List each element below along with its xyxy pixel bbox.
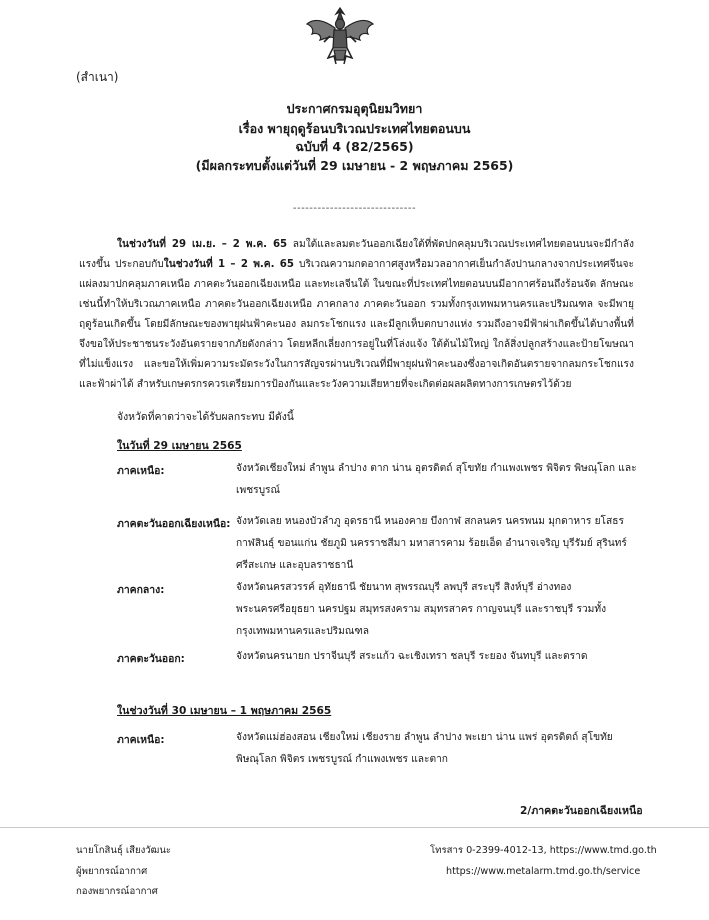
region-name: ภาคเหนือ: bbox=[117, 734, 165, 746]
region-name: ภาคตะวันออก: bbox=[117, 653, 185, 665]
lead-text-1: ลมใต้และลมตะวันออกเฉียงใต้ที่พัดปกคลุมบริเวณประเทศไทยตอนบนจะมีกำลังแรงขึ้น ประกอบกับ bbox=[79, 239, 634, 270]
fax-and-website: โทรสาร 0-2399-4012-13, https://www.tmd.go.th bbox=[430, 845, 657, 856]
region-provinces: จังหวัดแม่ฮ่องสอน เชียงใหม่ เชียงราย ลำพูน ลำปาง พะเยา น่าน แพร่ อุตรดิตถ์ สุโขทัย พิษณุโลก พิจิตร เพชรบูรณ์ กำแพงเพชร และตาก bbox=[236, 732, 613, 765]
announcement-subject: เรื่อง พายุฤดูร้อนบริเวณประเทศไทยตอนบน bbox=[238, 121, 471, 136]
region-provinces: จังหวัดนครสวรรค์ อุทัยธานี ชัยนาท สุพรรณบุรี ลพบุรี สระบุรี สิงห์บุรี อ่างทอง พระนครศรีอยุธยา นครปฐม สมุทรสงคราม สมุทรสาคร กาญจนบุรี และราชบุรี รวมทั้งกรุงเทพมหานครและปริมณฑล bbox=[236, 582, 607, 637]
author-role: ผู้พยากรณ์อากาศ bbox=[76, 865, 148, 877]
date-heading-1: ในวันที่ 29 เมษายน 2565 bbox=[117, 440, 242, 452]
region-name: ภาคตะวันออกเฉียงเหนือ: bbox=[117, 518, 231, 530]
announcement-title: ประกาศกรมอุตุนิยมวิทยา bbox=[286, 101, 423, 116]
lead-period-2: ในช่วงวันที่ 1 – 2 พ.ค. 65 bbox=[163, 259, 294, 270]
copy-mark: (สำเนา) bbox=[76, 70, 119, 84]
next-page-marker: 2/ภาคตะวันออกเฉียงเหนือ bbox=[520, 805, 643, 817]
region-provinces: จังหวัดนครนายก ปราจีนบุรี สระแก้ว ฉะเชิงเทรา ชลบุรี ระยอง จันทบุรี และตราด bbox=[236, 651, 588, 662]
separator: ------------------------------ bbox=[292, 203, 417, 214]
footer-divider bbox=[0, 827, 709, 828]
footer-author bbox=[76, 841, 171, 903]
footer-contact bbox=[430, 841, 657, 882]
affected-intro: จังหวัดที่คาดว่าจะได้รับผลกระทบ มีดังนี้ bbox=[117, 411, 294, 423]
announcement-issue: ฉบับที่ 4 (82/2565) bbox=[295, 139, 414, 154]
region-provinces: จังหวัดเลย หนองบัวลำภู อุดรธานี หนองคาย บึงกาฬ สกลนคร นครพนม มุกดาหาร ยโสธร กาฬสินธุ์ ขอนแก่น ชัยภูมิ นครราชสีมา มหาสารคาม ร้อยเอ็ด อำนาจเจริญ บุรีรัมย์ สุรินทร์ ศรีสะเกษ และอุบลราชธานี bbox=[236, 516, 627, 571]
region-name: ภาคเหนือ: bbox=[117, 465, 165, 477]
metalarm-link[interactable]: https://www.metalarm.tmd.go.th/service bbox=[446, 865, 641, 877]
author-name: นายโกสินธุ์ เสียงวัฒนะ bbox=[76, 845, 172, 856]
date-heading-2: ในช่วงวันที่ 30 เมษายน – 1 พฤษภาคม 2565 bbox=[117, 705, 332, 717]
announcement-effective-period: (มีผลกระทบตั้งแต่วันที่ 29 เมษายน - 2 พฤษภาคม 2565) bbox=[195, 158, 514, 173]
garuda-emblem-icon bbox=[304, 6, 376, 68]
lead-period-1: ในช่วงวันที่ 29 เม.ย. – 2 พ.ค. 65 bbox=[117, 239, 288, 250]
region-name: ภาคกลาง: bbox=[117, 584, 165, 596]
author-division: กองพยากรณ์อากาศ bbox=[76, 886, 158, 897]
body-paragraph bbox=[79, 235, 634, 395]
paragraph-rest: บริเวณความกดอากาศสูงหรือมวลอากาศเย็นกำลังปานกลางจากประเทศจีนจะแผ่ลงมาปกคลุมภาคเหนือ ภาคตะวันออกเฉียงเหนือ และทะเลจีนใต้ ในขณะที่ประเทศไทยตอนบนมีอากาศร้อนถึงร้อนจัด ลักษณะเช่นนี้ทำให้บริเวณภาคเหนือ ภาคตะวันออกเฉียงเหนือ ภาคกลาง ภาคตะวันออก รวมทั้งกรุงเทพมหานครและปริมณฑล จะมีพายุฤดูร้อนเกิดขึ้น โดยมีลักษณะของพายุฝนฟ้าคะนอง ลมกระโชกแรง และมีลูกเห็บตกบางแห่ง รวมถึงอาจมีฟ้าผ่าเกิดขึ้นได้บางพื้นที่ จึงขอให้ประชาชนระวังอันตรายจากภัยดังกล่าว โดยหลีกเลี่ยงการอยู่ในที่โล่งแจ้ง ใต้ต้นไม้ใหญ่ ใกล้สิ่งปลูกสร้างและป้ายโฆษณาที่ไม่แข็งแรง และขอให้เพิ่มความระมัดระวังในการสัญจรผ่านบริเวณที่มีพายุฝนฟ้าคะนองซึ่งอาจเกิดอันตรายจากลมกระโชกแรงและฟ้าผ่าได้ สำหรับเกษตรกรควรเตรียมการป้องกันและระวังความเสียหายที่จะเกิดต่อผลผลิตทางการเกษตรไว้ด้วย bbox=[79, 259, 634, 390]
region-provinces: จังหวัดเชียงใหม่ ลำพูน ลำปาง ตาก น่าน อุตรดิตถ์ สุโขทัย กำแพงเพชร พิจิตร พิษณุโลก และเพชรบูรณ์ bbox=[236, 463, 637, 496]
